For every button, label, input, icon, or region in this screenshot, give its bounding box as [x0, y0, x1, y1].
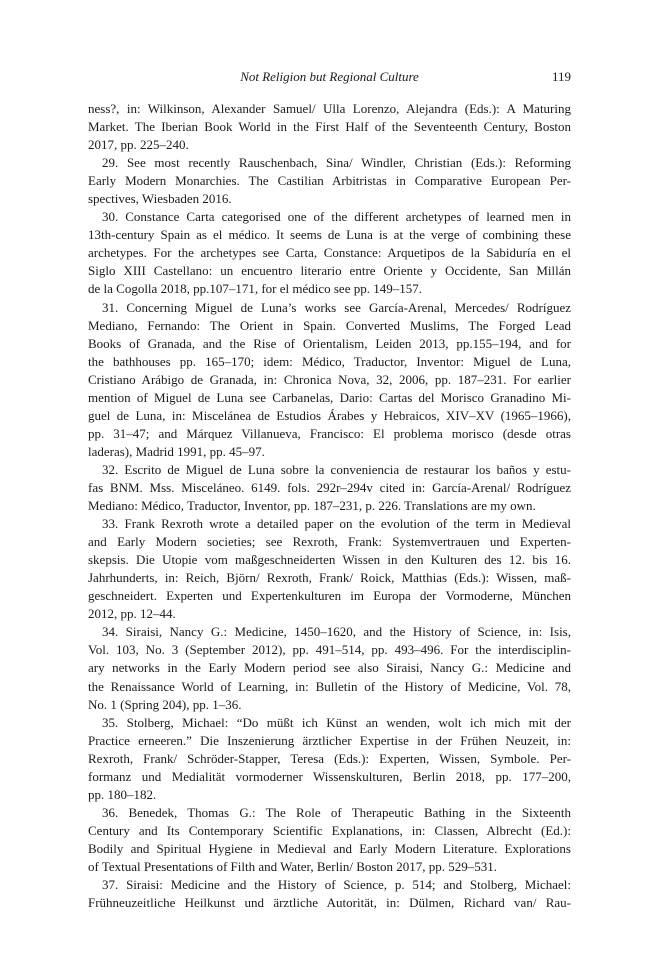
footnote-line: of Textual Presentations of Filth and Water, Berlin/ Boston 2017, pp. 529–531. [88, 858, 498, 874]
footnote-36: 36. Benedek, Thomas G.: The Role of Therapeutic Bathing in the Sixteenth [102, 804, 571, 820]
footnote-line: Siglo XIII Castellano: un encuentro literario entre Oriente y Occidente, San Millán [88, 263, 571, 279]
footnote-line: Early Modern Monarchies. The Castilian Arbitristas in Comparative European Per- [88, 173, 571, 189]
footnote-line: skepsis. Die Utopie vom maßgeschneiderten Wissen in den Kulturen des 12. bis 16. [88, 552, 571, 568]
footnote-37: 37. Siraisi: Medicine and the History of Science, p. 514; and Stolberg, Michael: [102, 877, 571, 893]
footnote-line: and Early Modern societies; see Rexroth, Frank: Systemvertrauen und Experten- [88, 534, 571, 550]
footnote-line: ary networks in the Early Modern period see also Siraisi, Nancy G.: Medicine and [88, 660, 571, 676]
footnote-29: 29. See most recently Rauschenbach, Sina/ Windler, Christian (Eds.): Reforming [102, 155, 571, 171]
footnote-line: pp. 180–182. [88, 786, 157, 802]
footnote-line: Rexroth, Frank/ Schröder-Stapper, Teresa (Eds.): Experten, Wissen, Symbole. Per- [88, 750, 571, 766]
footnote-line: archetypes. For the archetypes see Carta, Constance: Arquetipos de la Sabiduría en el [88, 245, 571, 261]
footnote-33: 33. Frank Rexroth wrote a detailed paper on the evolution of the term in Medieval [102, 516, 571, 532]
footnote-line: Frühneuzeitliche Heilkunst und ärztliche Autorität, in: Dülmen, Richard van/ Rau- [88, 895, 571, 911]
footnote-line: guel de Luna, in: Miscelánea de Estudios Árabes y Hebraicos, XIV–XV (1965–1966), [88, 407, 571, 423]
page-number: 119 [551, 69, 571, 84]
footnote-line: 13th-century Spain as el médico. It seems de Luna is at the verge of combining these [88, 227, 571, 243]
running-title: Not Religion but Regional Culture [240, 69, 419, 84]
footnote-line: No. 1 (Spring 204), pp. 1–36. [88, 696, 242, 712]
footnote-32: 32. Escrito de Miguel de Luna sobre la conveniencia de restaurar los baños y estu- [102, 461, 571, 477]
footnote-34: 34. Siraisi, Nancy G.: Medicine, 1450–1620, and the History of Science, in: Isis, [102, 624, 571, 640]
footnote-line: fas BNM. Mss. Misceláneo. 6149. fols. 292r–294v cited in: García-Arenal/ Rodríguez [88, 479, 571, 495]
footnote-line: Mediano, Fernando: The Orient in Spain. Converted Muslims, The Forged Lead [88, 317, 571, 333]
footnote-line: laderas), Madrid 1991, pp. 45–97. [88, 443, 265, 459]
footnote-line: spectives, Wiesbaden 2016. [88, 191, 232, 207]
footnote-line: the Renaissance World of Learning, in: Bulletin of the History of Medicine, Vol. 78, [88, 678, 571, 694]
footnote-line: Vol. 103, No. 3 (September 2012), pp. 491–514, pp. 493–496. For the interdisciplin- [88, 642, 571, 658]
footnote-35: 35. Stolberg, Michael: “Do müßt ich Künst an wenden, wolt ich mich mit der [102, 714, 571, 730]
footnote-line: geschneidert. Experten und Expertenkulturen im Europa der Vormoderne, München [88, 588, 571, 604]
footnote-line: de la Cogolla 2018, pp.107–171, for el médico see pp. 149–157. [88, 281, 422, 297]
running-head [88, 67, 571, 87]
footnote-line: the bathhouses pp. 165–170; idem: Médico, Traductor, Inventor: Miguel de Luna, [88, 353, 571, 369]
footnote-line: Bodily and Spiritual Hygiene in Medieval and Early Modern Literature. Explorations [88, 840, 571, 856]
footnote-line: Mediano: Médico, Traductor, Inventor, pp. 187–231, p. 226. Translations are my own. [88, 498, 536, 514]
footnote-31: 31. Concerning Miguel de Luna’s works see García-Arenal, Mercedes/ Rodríguez [102, 299, 571, 315]
footnote-line: Books of Granada, and the Rise of Orientalism, Leiden 2013, pp.155–194, and for [88, 335, 571, 351]
footnote-line: 2012, pp. 12–44. [88, 606, 176, 622]
footnote-line: Cristiano Arábigo de Granada, in: Chronica Nova, 32, 2006, pp. 187–231. For earlier [88, 371, 571, 387]
footnote-line: formanz und Medialität vormoderner Wissenskulturen, Berlin 2018, pp. 177–200, [88, 768, 571, 784]
footnote-30: 30. Constance Carta categorised one of the different archetypes of learned men in [102, 209, 571, 225]
footnote-line: ness?, in: Wilkinson, Alexander Samuel/ Ulla Lorenzo, Alejandra (Eds.): A Maturing [88, 101, 571, 116]
footnote-line: Jahrhunderts, in: Reich, Björn/ Rexroth, Frank/ Roick, Matthias (Eds.): Wissen, maß- [88, 570, 571, 586]
footnote-line: Market. The Iberian Book World in the First Half of the Seventeenth Century, Boston [88, 119, 571, 135]
footnote-line: pp. 31–47; and Márquez Villanueva, Francisco: El problema morisco (desde otras [88, 425, 571, 441]
footnote-line: Practice erneeren.” Die Inszenierung ärztlicher Expertise in der Frühen Neuzeit, in: [88, 732, 571, 748]
footnote-line: 2017, pp. 225–240. [88, 137, 189, 153]
footnote-line: Century and Its Contemporary Scientific Explanations, in: Classen, Albrecht (Ed.): [88, 822, 571, 838]
footnotes-body [88, 100, 571, 912]
footnote-line: mention of Miguel de Luna see Carbanelas, Dario: Cartas del Morisco Granadino Mi- [88, 389, 571, 405]
